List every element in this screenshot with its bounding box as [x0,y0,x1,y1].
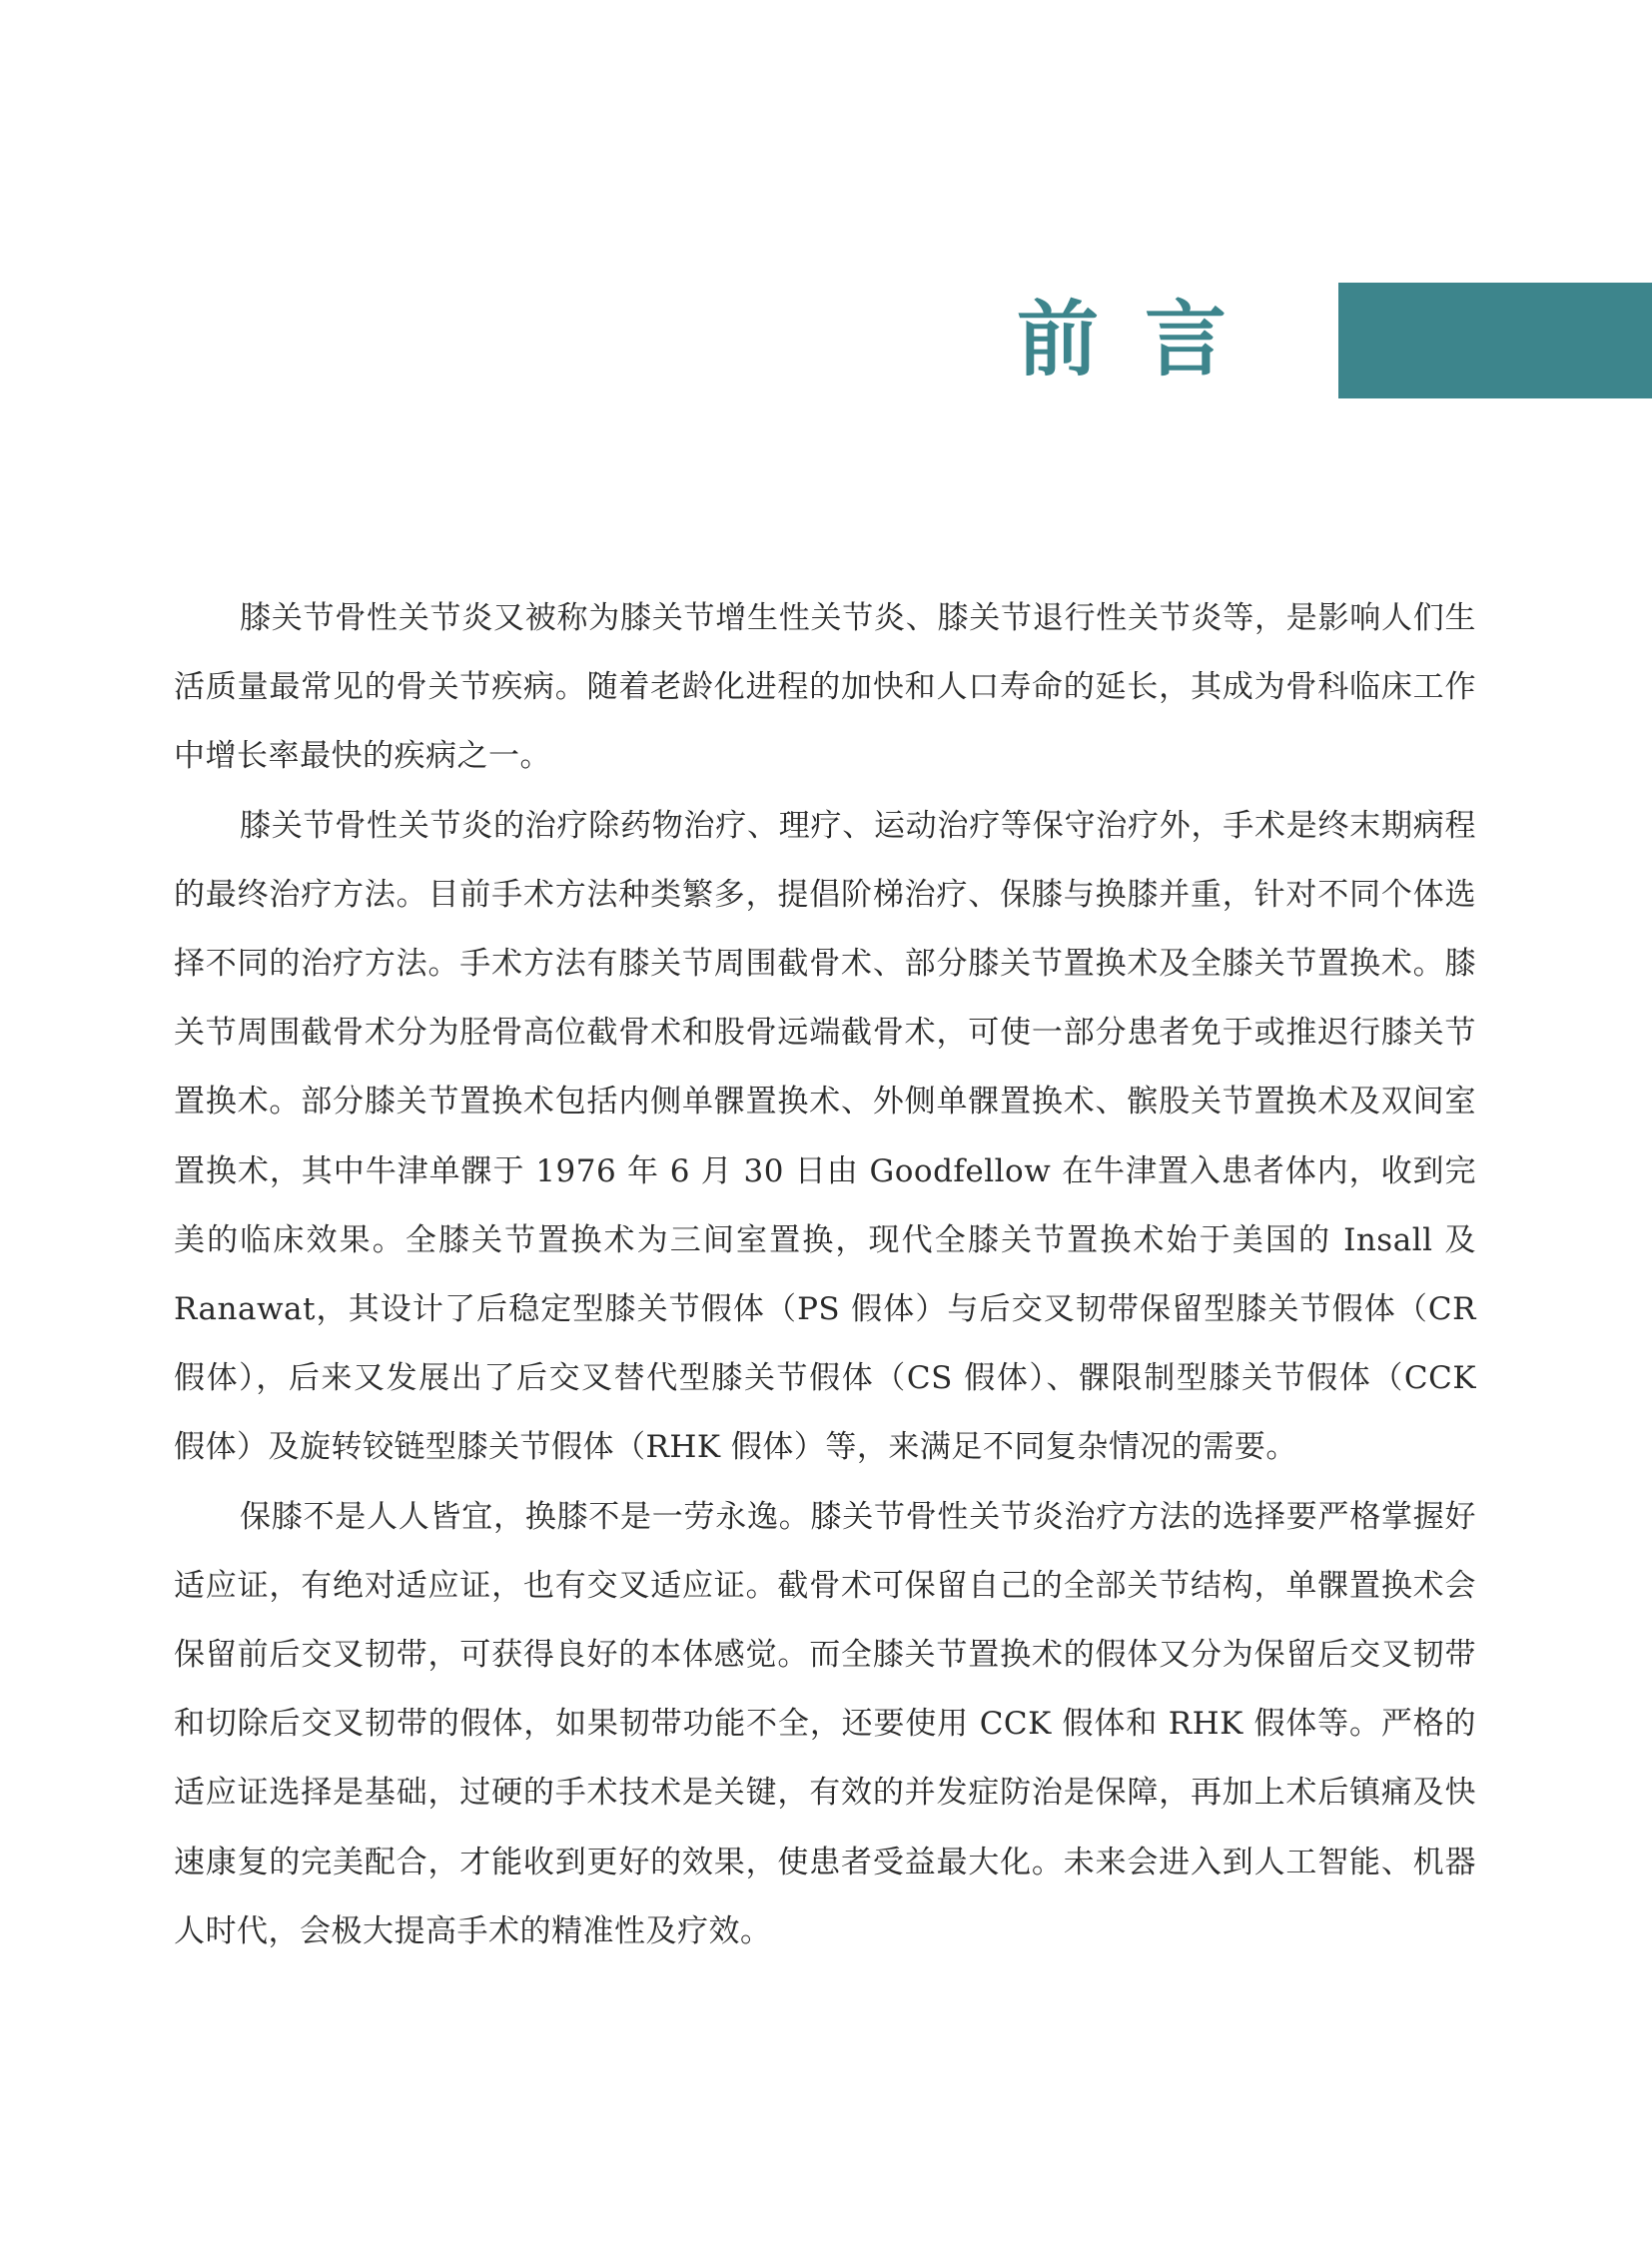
preface-body [174,584,1476,1966]
chapter-title: 前言 [1016,293,1272,387]
paragraph-3: 保膝不是人人皆宜，换膝不是一劳永逸。膝关节骨性关节炎治疗方法的选择要严格掌握好适应证，有绝对适应证，也有交叉适应证。截骨术可保留自己的全部关节结构，单髁置换术会保留前后交叉韧带，可获得良好的本体感觉。而全膝关节置换术的假体又分为保留后交叉韧带和切除后交叉韧带的假体，如果韧带功能不全，还要使用 CCK 假体和 RHK 假体等。严格的适应证选择是基础，过硬的手术技术是关键，有效的并发症防治是保障，再加上术后镇痛及快速康复的完美配合，才能收到更好的效果，使患者受益最大化。未来会进入到人工智能、机器人时代，会极大提高手术的精准性及疗效。 [174,1498,1476,1949]
paragraph-2: 膝关节骨性关节炎的治疗除药物治疗、理疗、运动治疗等保守治疗外，手术是终末期病程的最终治疗方法。目前手术方法种类繁多，提倡阶梯治疗、保膝与换膝并重，针对不同个体选择不同的治疗方法。手术方法有膝关节周围截骨术、部分膝关节置换术及全膝关节置换术。膝关节周围截骨术分为胫骨高位截骨术和股骨远端截骨术，可使一部分患者免于或推迟行膝关节置换术。部分膝关节置换术包括内侧单髁置换术、外侧单髁置换术、髌股关节置换术及双间室置换术，其中牛津单髁于 1976 年 6 月 30 日由 Goodfellow 在牛津置入患者体内，收到完美的临床效果。全膝关节置换术为三间室置换，现代全膝关节置换术始于美国的 Insall 及 Ranawat，其设计了后稳定型膝关节假体（PS 假体）与后交叉韧带保留型膝关节假体（CR 假体），后来又发展出了后交叉替代型膝关节假体（CS 假体）、髁限制型膝关节假体（CCK 假体）及旋转铰链型膝关节假体（RHK 假体）等，来满足不同复杂情况的需要。 [174,807,1476,1466]
paragraph-1: 膝关节骨性关节炎又被称为膝关节增生性关节炎、膝关节退行性关节炎等，是影响人们生活质量最常见的骨关节疾病。随着老龄化进程的加快和人口寿命的延长，其成为骨科临床工作中增长率最快的疾病之一。 [174,600,1476,775]
heading-accent-bar [1338,283,1652,398]
chapter-heading [0,283,1652,398]
